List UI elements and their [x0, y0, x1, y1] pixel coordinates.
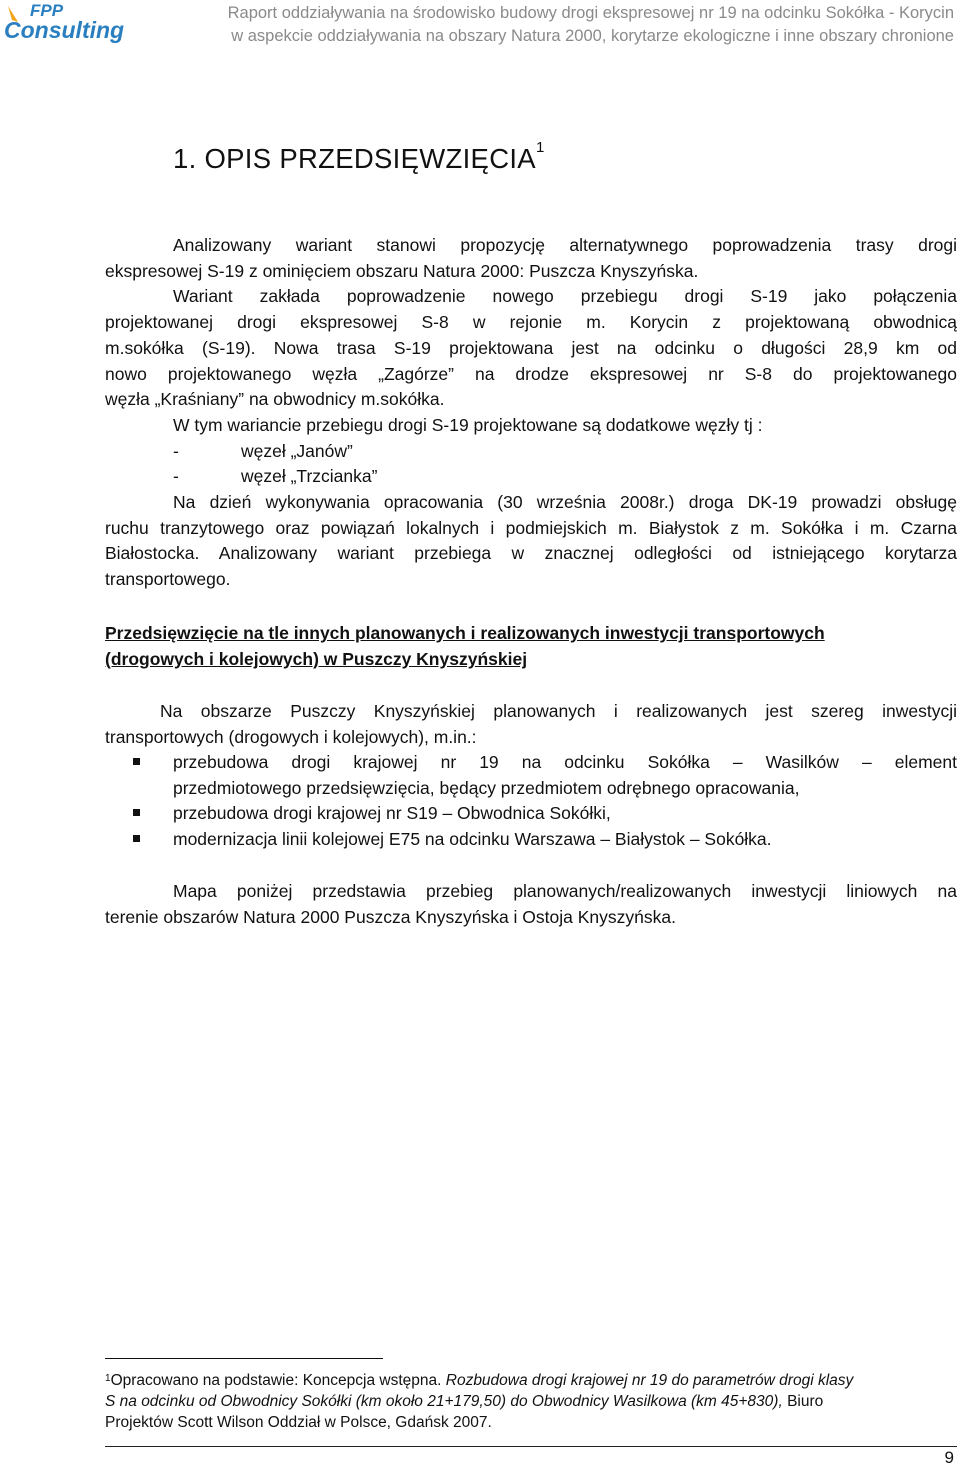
dash-item-janow	[105, 439, 957, 465]
para3-line: Mapa poniżej przedstawia przebieg planowanych/realizowanych inwestycji liniowych na	[173, 881, 957, 901]
logo-text-consulting: Consulting	[4, 17, 125, 43]
para1-line: ekspresowej S-19 z ominięciem obszaru Natura 2000: Puszcza Knyszyńska.	[105, 260, 699, 281]
page-bottom-rule	[105, 1446, 957, 1447]
para1-line: projektowanej drogi ekspresowej S-8 w rejonie m. Korycin z projektowaną obwodnicą	[105, 312, 957, 333]
bullet-3-line-1: modernizacja linii kolejowej E75 na odcinku Warszawa – Białystok – Sokółka.	[173, 829, 772, 849]
para1-line: Białostocka. Analizowany wariant przebiega w znacznej odległości od istniejącego korytarza	[105, 543, 957, 564]
running-header	[228, 2, 954, 48]
dash-mark: -	[173, 440, 179, 461]
footnote-text-d: Biuro	[782, 1393, 824, 1410]
para2-line: transportowych (drogowych i kolejowych), m.in.:	[105, 726, 477, 747]
footnote-text-a: Opracowano na podstawie: Koncepcja wstępna.	[110, 1372, 446, 1389]
footnote-line-3: Projektów Scott Wilson Oddział w Polsce, Gdańsk 2007.	[105, 1414, 492, 1431]
bullet-item-1	[173, 750, 957, 801]
bullet-marker	[133, 834, 143, 844]
footnote-separator	[105, 1358, 383, 1359]
dash-text: węzeł „Janów”	[241, 440, 353, 461]
heading-text: 1. OPIS PRZEDSIĘWZIĘCIA	[173, 143, 536, 174]
para3-line: terenie obszarów Natura 2000 Puszcza Knyszyńska i Ostoja Knyszyńska.	[105, 906, 676, 927]
footnote-text-c: S na odcinku od Obwodnicy Sokółki (km około 21+179,50) do Obwodnicy Wasilkowa (km 45+830),	[105, 1393, 783, 1410]
footnote-line-1	[105, 1370, 955, 1391]
bullet-marker	[133, 757, 143, 767]
para1-line: m.sokółka (S-19). Nowa trasa S-19 projektowana jest na odcinku o długości 28,9 km od	[105, 337, 957, 358]
subheading-investments	[105, 621, 905, 672]
para1-line: węzła „Kraśniany” na obwodnicy m.sokółka.	[105, 389, 445, 410]
bullet-item-3	[173, 827, 957, 853]
subheading-line-1: Przedsięwzięcie na tle innych planowanych i realizowanych inwestycji transportowych	[105, 623, 825, 643]
para1-line: transportowego.	[105, 569, 231, 590]
paragraph-variant-description	[105, 233, 957, 593]
paragraph-map-intro	[105, 879, 957, 930]
header-title-line-2: w aspekcie oddziaływania na obszary Natura 2000, korytarze ekologiczne i inne obszary chronione	[231, 27, 954, 45]
bullet-item-2	[173, 801, 957, 827]
footnote-line-2	[105, 1391, 955, 1412]
bullet-2-line-1: przebudowa drogi krajowej nr S19 – Obwodnica Sokółki,	[173, 803, 611, 823]
fpp-logo-graphic	[2, 0, 162, 44]
para1-line: W tym wariancie przebiegu drogi S-19 projektowane są dodatkowe węzły tj :	[173, 414, 763, 435]
dash-text: węzeł „Trzcianka”	[241, 466, 378, 487]
para1-line: Analizowany wariant stanowi propozycję alternatywnego poprowadzenia trasy drogi	[173, 235, 957, 255]
dash-mark: -	[173, 466, 179, 487]
section-heading	[173, 139, 545, 175]
para1-line: Wariant zakłada poprowadzenie nowego przebiegu drogi S-19 jako połączenia	[173, 286, 957, 307]
subheading-line-2: (drogowych i kolejowych) w Puszczy Knyszyńskiej	[105, 648, 528, 669]
paragraph-investments-intro	[105, 699, 957, 750]
footnote-mark: 1	[105, 1373, 111, 1384]
heading-footnote-ref: 1	[535, 139, 545, 156]
para1-line: nowo projektowanego węzła „Zagórze” na drodze ekspresowej nr S-8 do projektowanego	[105, 363, 957, 384]
bullet-marker	[133, 808, 143, 818]
header-title-line-1: Raport oddziaływania na środowisko budowy drogi ekspresowej nr 19 na odcinku Sokółka - Korycin	[227, 4, 954, 22]
company-logo	[2, 0, 162, 44]
para1-line: ruchu tranzytowego oraz powiązań lokalnych i podmiejskich m. Białystok z m. Sokółka i m. Czarna	[105, 517, 957, 538]
para1-line: Na dzień wykonywania opracowania (30 września 2008r.) droga DK-19 prowadzi obsługę	[173, 492, 957, 513]
dash-item-trzcianka	[105, 464, 957, 490]
footnote-text-b: Rozbudowa drogi krajowej nr 19 do parametrów drogi klasy	[445, 1372, 854, 1389]
para2-line: Na obszarze Puszczy Knyszyńskiej planowanych i realizowanych jest szereg inwestycji	[160, 701, 957, 721]
bullet-1-line-1: przebudowa drogi krajowej nr 19 na odcinku Sokółka – Wasilków – element	[173, 752, 957, 772]
logo-text-fpp: FPP	[30, 1, 64, 20]
footnote	[105, 1370, 955, 1433]
bullet-1-line-2: przedmiotowego przedsięwzięcia, będący przedmiotem odrębnego opracowania,	[173, 777, 800, 798]
page-number: 9	[944, 1448, 954, 1467]
